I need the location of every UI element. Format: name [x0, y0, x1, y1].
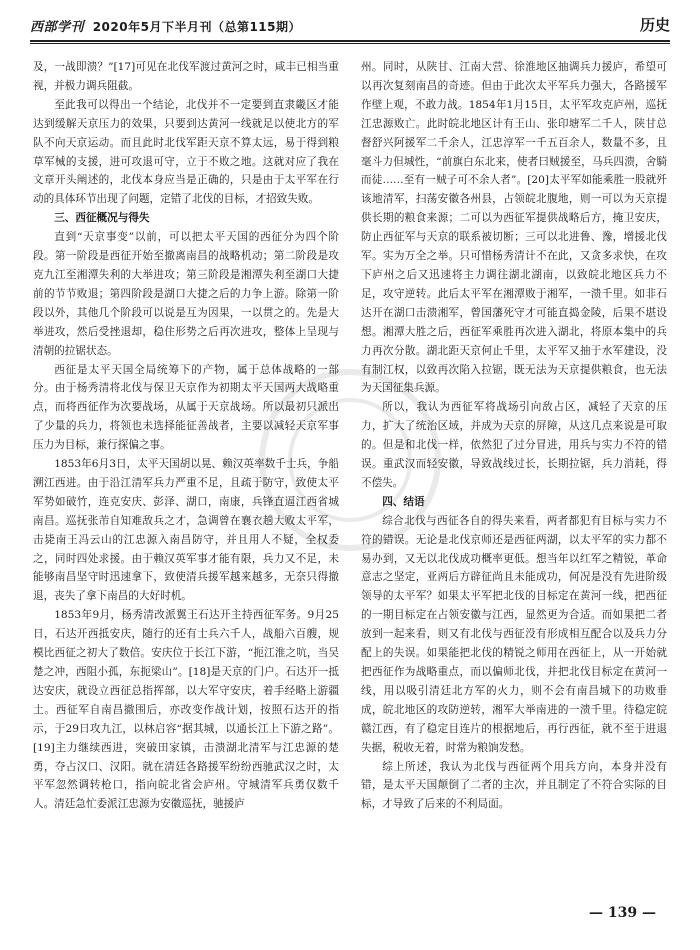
journal-masthead [30, 16, 301, 35]
paragraph: 1853年9月，杨秀清改派翼王石达开主持西征军务。9月25日，石达开西抵安庆，随行的还有士兵六千人，战船六百艘，规模比西征之初大了数倍。安庆位于长江下游，“扼江淮之吭，当吴楚之冲，西阻小孤，东扼梁山”。[18]是天京的门户。石达开一抵达安庆，就设立西征总指挥部，以大军守安庆，着手经略上游疆土。西征军自南昌撤围后，亦改变作战计划，按照石达开的指示，于29日攻九江，以林启容“据其城，以通长江上下游之路”。[19]主力继续西进，突破田家镇，击溃湖北清军与江忠源的楚勇，夺占汉口、汉阳。就在清廷各路援军纷纷西驰武汉之时，太平军忽然调转枪口，指向皖北省会庐州。守城清军兵勇仅数千人。清廷急忙委派江忠源为安徽巡抚，驰援庐 [33, 609, 339, 811]
journal-logo: 西部学刊 [30, 20, 85, 35]
paragraph: 州。同时，从陕甘、江南大营、徐淮地区抽调兵力援庐，希望可以再次复刻南昌的奇迹。但由于此次太平军兵力强大，各路援军作壁上观，不敢力战。1854年1月15日，太平军攻克庐州，巡抚江忠源败亡。此时皖北地区计有王山、张印塘军二千人，陕甘总督舒兴阿援军二千余人，江忠淳军一千五百余人，数量不多，且毫斗力但城性，“前旗白东北来，使者曰贼援至，马兵四溃，舍騎而徒……至有一贼子可不余人者”。[20]太平军如能乘胜一股就歼该地清军，扫荡安徽各州县，占领皖北腹地，则一可以为天京提供长期的粮食来源；二可以为西征军提供战略后方，掩卫安庆，防止西征军与天京的联系被切断；三可以北进鲁、豫，增援北伐军。实为万全之举。只可惜杨秀清计不在此，又贪多求快，在攻下庐州之后又迅速将主力调往湖北湖南，以致皖北地区兵力不足，攻守逆转。此后太平军在湘潭败于湘军，一溃千里。如非石达开在湖口击溃湘军，曾国藩死守才可能直捣金陵，后果不堪设想。湘潭大胜之后，西征军乘胜再次进入湖北，将原本集中的兵力再次分散。湖北距天京何止千里，太平军又抽于水军建设，没有制江权，以致再次陷入拉锯，既无法为天京提供粮食，也无法为天国征集兵源。 [361, 61, 667, 395]
left-column [33, 58, 339, 900]
paragraph: 所以，我认为西征军将战场引向敌占区，减轻了天京的压力，扩大了统治区域，并成为天京的屏障，从这几点来说是可取的。但是和北伐一样，依然犯了过分冒进，用兵与实力不符的错误。重武汉而轻安徽，导致战线过长，长期拉锯，兵力消耗，得不偿失。 [361, 401, 667, 489]
page-header [30, 14, 670, 40]
issue-info: 2020年5月下半月刊（总第115期） [92, 20, 302, 34]
paragraph: 综上所述，我认为北伐与西征两个用兵方向，本身并没有错，是太平天国颠倒了二者的主次，并且制定了不符合实际的目标，才导致了后来的不利局面。 [361, 760, 667, 811]
section-heading: 三、西征概况与得失 [54, 212, 150, 225]
header-rule-thick [30, 40, 670, 42]
header-rule-thin [30, 43, 670, 44]
section-heading: 四、结语 [382, 495, 425, 508]
paragraph: 至此我可以得出一个结论，北伐并不一定要到直隶畿区才能达到缓解天京压力的效果，只要到达黄河一线就足以使北方的军队不向天京运动。而且此时北伐军距天京不算太远，易于得到粮草军械的支援，进可攻退可守，立于不败之地。这就对应了我在文章开头阐述的，北伐本身应当是正确的，只是由于太平军在行动的具体环节出现了问题，定错了北伐的目标，才招致失败。 [33, 98, 339, 206]
page-number: — 139 — [589, 905, 656, 921]
section-label: 历史 [639, 16, 670, 34]
paragraph: 西征是太平天国全局统筹下的产物，属于总体战略的一部分。由于杨秀清将北伐与保卫天京作为初期太平天国两大战略重点，而将西征作为次要战场，从属于天京战场。所以最初只派出了少量的兵力，将领也未选择能征善战者，主要以减轻天京军事压力为目标，兼行探偏之事。 [33, 363, 339, 452]
paragraph: 1853年6月3日，太平天国胡以晃、赖汉英率数千士兵，争船溯江西进。由于沿江清军兵力严重不足，且疏于防守，致使太平军势如破竹，连克安庆、彭泽、湖口，南康，兵锋直逼江西省城南昌。巡抚张芾自知难敌兵之才，急调曾在襄衣趟大败太平军，击毙南王冯云山的江忠源入南昌防守，并且用人不疑，全权委之，同时四处求援。由于赖汉英军事才能有限，兵力又不足，未能够南昌坚守时迅速拿下，致使清兵援军越来越多，无奈只得撤退，丧失了拿下南昌的大好时机。 [33, 458, 339, 603]
paragraph: 及，一战即溃？”[17]可见在北伐军渡过黄河之时，咸丰已相当重视，并极力调兵阻截。 [33, 61, 339, 92]
right-column [361, 58, 667, 900]
paragraph: 综合北伐与西征各自的得失来看，两者都犯有目标与实力不符的错误。无论是北伐京师还是西征两湖，以太平军的实力都不易办到，又无以北伐成功概率更低。想当年以红军之精锐，革命意志之坚定，亚两后方辟征尚且未能成功，何况是没有先进阶级领导的太平军？如果太平军把北伐的目标定在黄河一线，把西征的一期目标定在占领安徽与江西，显然更为合适。而如果把二者放到一起来看，则又有北伐与西征没有形成相互配合以及兵力分配上的失误。如果能把北伐的精锐之师用在西征上，从一开始就把西征作为战略重点，而以偏师北伐，并把北伐目标定在黄河一线，用以吸引清廷北方军的火力，则不会有南昌城下的功败垂成，皖北地区的攻防逆转，湘军大举南进的一溃千里。待稳定皖赣江西，有了稳定目连片的根据地后，再行西征，就不至于进退失据，税收无着，时常为粮饷发愁。 [361, 514, 667, 754]
paragraph: 直到“天京事变”以前，可以把太平天国的西征分为四个阶段。第一阶段是西征开始至撤离南昌的战略机动；第二阶段是攻克九江至湘潭失利的大举进攻；第三阶段是湘潭失利至湖口大捷前的节节败退；第四阶段是湖口大捷之后的力争上游。除第一阶段以外，其他几个阶段可以说是互为因果，一以贯之的。先是大举进攻，然后受挫退却，稳住形势之后再次进攻，整体上呈现与清朝的拉锯状态。 [33, 231, 339, 357]
